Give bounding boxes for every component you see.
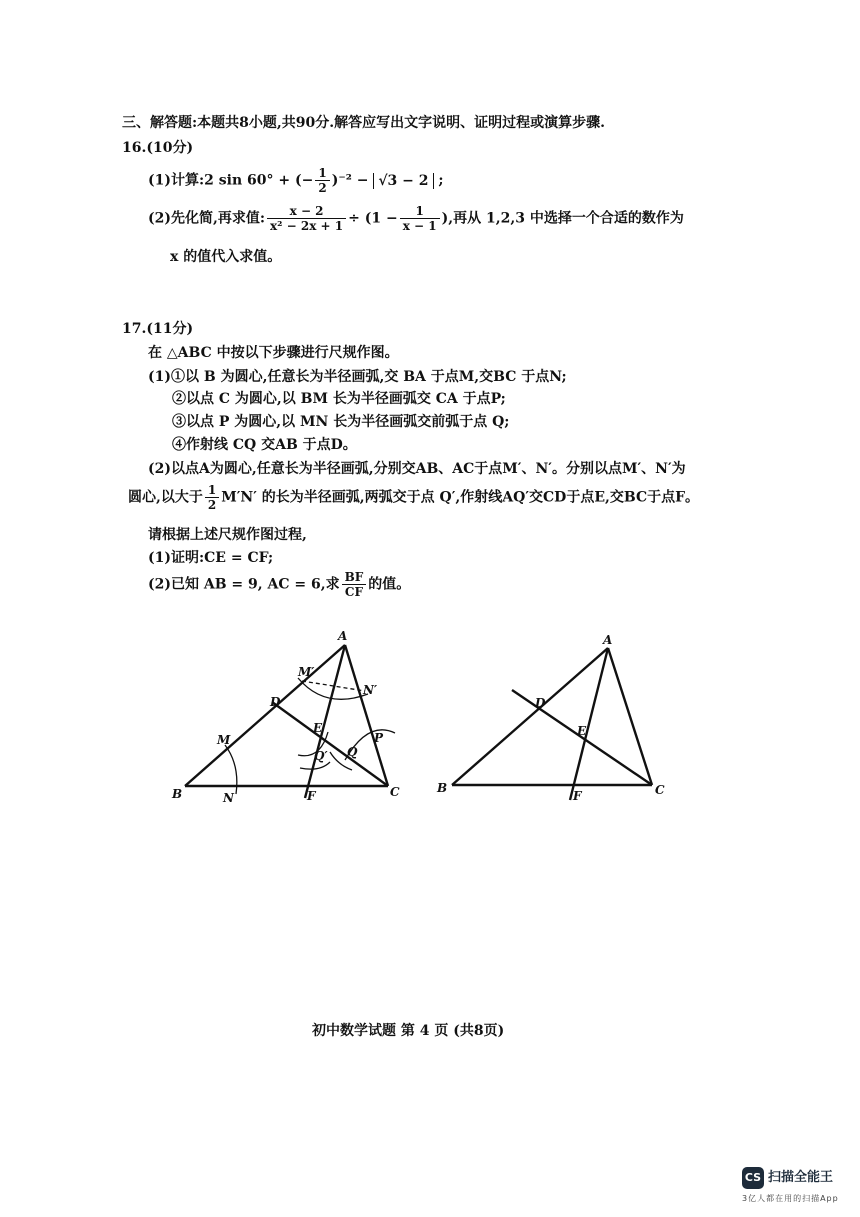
q16-part1-exp: )⁻² − [331,172,374,189]
fig2-label-c: C [655,783,665,797]
q17-header: 17.(11分) [122,321,194,337]
q17-answer2-prefix: (2)已知 AB = 9, AC = 6,求 [148,576,340,593]
fig2-label-f: F [573,789,582,803]
q17-step6-suffix: M′N′ 的长为半径画弧,两弧交于点 Q′,作射线AQ′交CD于点E,交BC于点F。 [221,489,700,506]
q16-part2-fraction2 [400,204,440,233]
fig1-label-p: P [374,731,384,745]
fig1-label-q-prime: Q′ [314,749,328,763]
q16-part2-f1-den: x² − 2x + 1 [270,219,344,233]
q16-part2-f1-num: x − 2 [267,204,346,219]
q16-part2-suffix: ),再从 1,2,3 中选择一个合适的数作为 [441,210,684,227]
q16-part2 [148,204,684,233]
q17-answer2 [148,570,410,599]
fig1-label-d: D [270,695,281,709]
q17-intro: 在 △ABC 中按以下步骤进行尺规作图。 [148,345,399,361]
q17-answer2-suffix: 的值。 [368,576,411,593]
q17-ask: 请根据上述尺规作图过程, [148,527,307,543]
q17-step6-frac-num: 1 [205,483,219,498]
fig1-label-n-prime: N′ [363,683,378,697]
q17-answer2-fraction [342,570,367,599]
q16-part1-suffix: ; [433,172,444,189]
q17-step6-fraction [205,483,219,512]
q17-answer2-frac-num: BF [342,570,367,585]
q16-part1-frac-den: 2 [318,181,327,195]
fig1-side-ac [345,645,388,786]
fig2-side-ab [452,648,608,785]
section-title: 三、解答题:本题共8小题,共90分.解答应写出文字说明、证明过程或演算步骤. [122,115,606,131]
q17-step6-frac-den: 2 [207,498,217,512]
q17-step4: ④作射线 CQ 交AB 于点D。 [172,437,357,453]
q16-part1-abs: √3 − 2 [373,173,433,189]
q17-step3: ③以点 P 为圆心,以 MN 长为半径画弧交前弧于点 Q; [172,414,510,430]
fig2-label-e: E [577,724,587,738]
fig1-label-b: B [172,787,183,801]
scanner-tagline: 3亿人都在用的扫描App [742,1194,839,1203]
q16-part1-fraction [315,166,329,195]
q16-part1 [148,166,444,195]
q16-part2-f2-num: 1 [400,204,440,219]
fig2-side-ac [608,648,652,785]
scanner-logo-icon: CS [742,1167,764,1189]
page-footer: 初中数学试题 第 4 页 (共8页) [312,1023,505,1039]
fig1-label-q: Q [347,745,358,759]
fig1-label-m-prime: M′ [298,665,315,679]
q17-answer1: (1)证明:CE = CF; [148,550,274,566]
fig1-label-n: N [223,791,234,805]
fig1-label-c: C [390,785,400,799]
q17-step2: ②以点 C 为圆心,以 BM 长为半径画弧交 CA 于点P; [172,391,506,407]
q16-header: 16.(10分) [122,140,194,156]
q17-step6-prefix: 圆心,以大于 [128,489,203,506]
q16-part2-fraction1 [267,204,346,233]
figure-1-construction [0,620,430,820]
fig2-label-b: B [437,781,448,795]
q17-answer2-frac-den: CF [344,585,363,599]
q16-part1-frac-num: 1 [315,166,329,181]
fig1-label-m: M [217,733,231,747]
fig1-label-e: E [313,721,323,735]
fig1-ray-cd [272,702,388,786]
q17-step6 [128,483,699,512]
q16-part2-mid: ÷ (1 − [348,210,398,227]
q17-step1: (1)①以 B 为圆心,任意长为半径画弧,交 BA 于点M,交BC 于点N; [148,369,567,385]
fig1-label-a: A [338,629,348,643]
fig1-side-ab [185,645,345,786]
figure-2-triangle [420,620,700,820]
fig2-ray-af [570,648,608,800]
fig2-label-a: A [603,633,613,647]
scanner-app-name: 扫描全能王 [768,1170,834,1185]
q16-part2-line2: x 的值代入求值。 [170,249,282,265]
q17-step5: (2)以点A为圆心,任意长为半径画弧,分别交AB、AC于点M′、N′。分别以点M′、N′为 [148,461,686,477]
fig2-label-d: D [535,696,546,710]
fig1-label-f: F [307,789,316,803]
q16-part2-f2-den: x − 1 [402,219,437,233]
q16-part1-prefix: (1)计算:2 sin 60° + (− [148,172,314,189]
q16-part2-prefix: (2)先化简,再求值: [148,210,266,227]
